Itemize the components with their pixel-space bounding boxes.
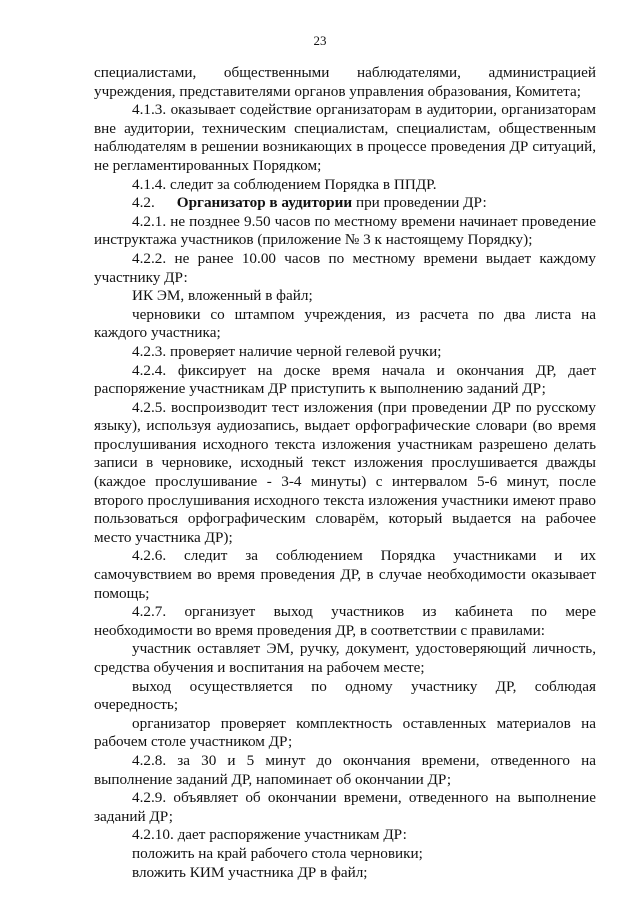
section-heading-4-2	[94, 194, 596, 213]
list-item-ik-em: ИК ЭМ, вложенный в файл;	[132, 287, 313, 305]
page-number: 23	[313, 33, 327, 48]
paragraph-continuation: специалистами, общественными наблюдателями, администрацией учреждения, представителями органов управления образования, Комитета;	[94, 64, 596, 100]
paragraph-4-2-1: 4.2.1. не позднее 9.50 часов по местному времени начинает проведение инструктажа участников (приложение № 3 к настоящему Порядку);	[94, 212, 596, 249]
list-item-put-kim: вложить КИМ участника ДР в файл;	[132, 863, 368, 881]
paragraph-4-1-4: 4.1.4. следит за соблюдением Порядка в ППДР.	[132, 175, 437, 193]
paragraph-4-2-8: 4.2.8. за 30 и 5 минут до окончания времени, отведенного на выполнение заданий ДР, напоминает об окончании ДР;	[94, 751, 596, 788]
paragraph-4-2-9: 4.2.9. объявляет об окончании времени, отведенного на выполнение заданий ДР;	[94, 789, 596, 825]
rule-leave-materials: участник оставляет ЭМ, ручку, документ, удостоверяющий личность, средства обучения и воспитания на рабочем месте;	[94, 640, 596, 676]
paragraph-4-2-2: 4.2.2. не ранее 10.00 часов по местному времени выдает каждому участнику ДР:	[94, 249, 596, 286]
section-number: 4.2.	[132, 194, 155, 212]
paragraph-4-1-3: 4.1.3. оказывает содействие организаторам в аудитории, организаторам вне аудитории, техническим специалистам, специалистам, общественным наблюдателям в решении возникающих в процессе проведения ДР ситуаций, не регламентированных Порядком;	[94, 101, 596, 174]
rule-organizer-checks: организатор проверяет комплектность оставленных материалов на рабочем столе участником ДР;	[94, 714, 596, 751]
document-body	[94, 64, 596, 882]
section-heading-rest: при проведении ДР:	[352, 194, 487, 212]
paragraph-4-2-6: 4.2.6. следит за соблюдением Порядка участниками и их самочувствием во время проведения ДР, в случае необходимости оказывает помощь;	[94, 547, 596, 602]
paragraph-4-2-4: 4.2.4. фиксирует на доске время начала и окончания ДР, дает распоряжение участникам ДР приступить к выполнению заданий ДР;	[94, 361, 596, 398]
paragraph-4-2-3: 4.2.3. проверяет наличие черной гелевой ручки;	[132, 342, 442, 360]
list-item-put-drafts: положить на край рабочего стола черновики;	[132, 844, 423, 862]
paragraph-4-2-7: 4.2.7. организует выход участников из кабинета по мере необходимости во время проведения ДР, в соответствии с правилами:	[94, 603, 596, 639]
paragraph-4-2-5: 4.2.5. воспроизводит тест изложения (при проведении ДР по русскому языку), используя аудиозапись, выдает орфографические словари (во время прослушивания исходного текста изложения участникам разрешено делать записи в черновике, исходный текст изложения прослушивается дважды (каждое прослушивание - 3-4 минуты) с интервалом 5-6 минут, после второго прослушивания исходного текста изложения участники имеют право пользоваться орфографическим словарём, который выдается на рабочее место участника ДР);	[94, 398, 596, 546]
paragraph-4-2-10: 4.2.10. дает распоряжение участникам ДР:	[132, 826, 407, 844]
section-title: Организатор в аудитории	[176, 194, 353, 212]
rule-one-at-a-time: выход осуществляется по одному участнику ДР, соблюдая очередность;	[94, 677, 596, 714]
list-item-drafts: черновики со штампом учреждения, из расчета по два листа на каждого участника;	[94, 305, 596, 342]
